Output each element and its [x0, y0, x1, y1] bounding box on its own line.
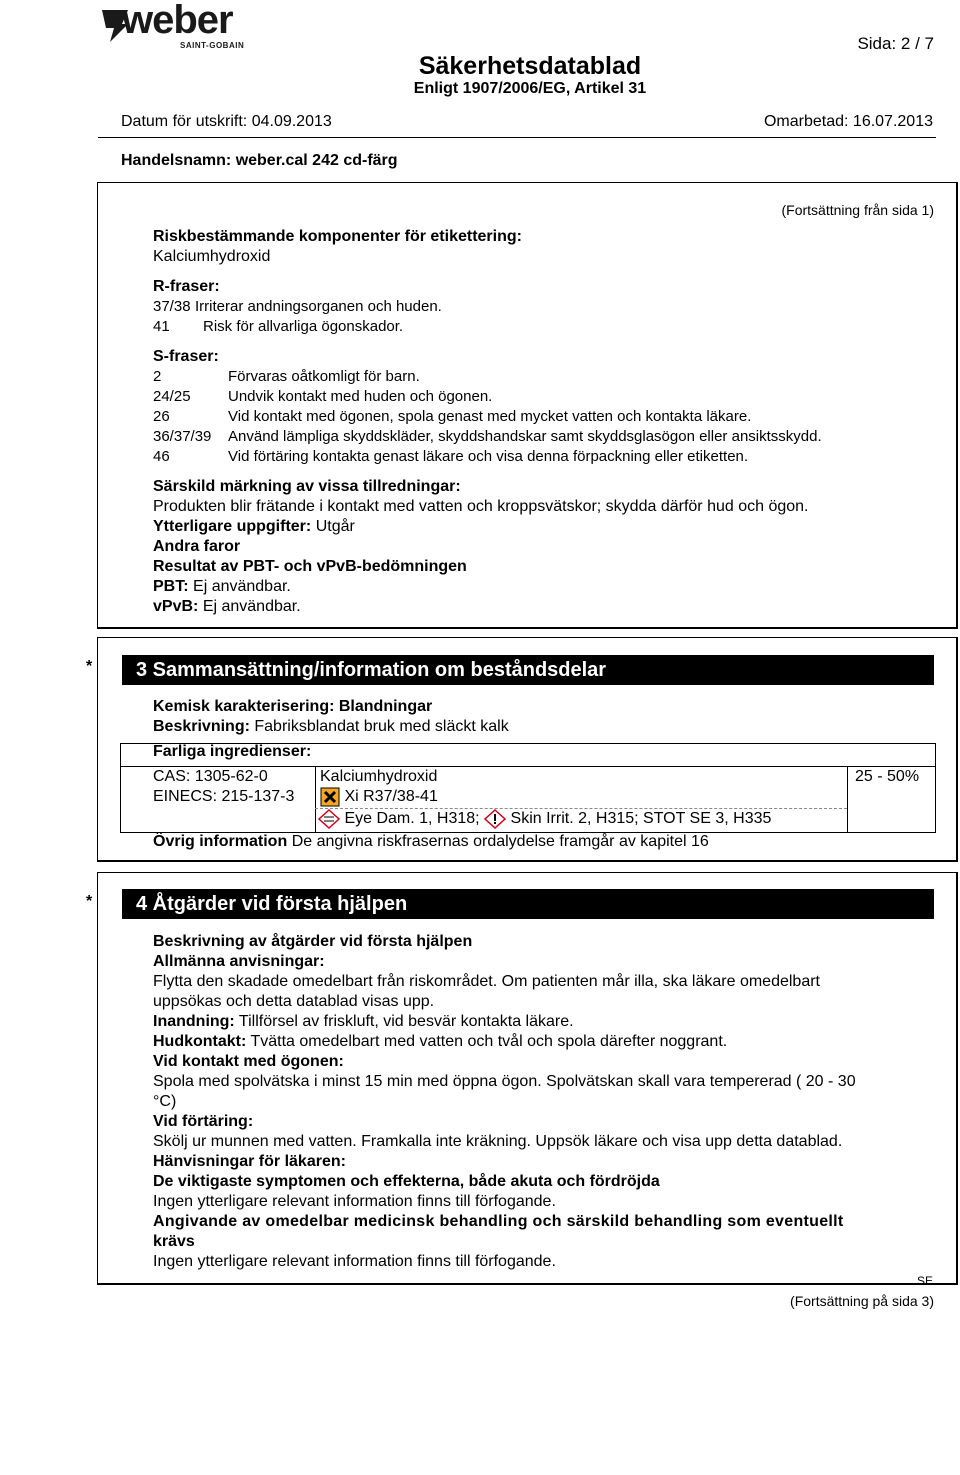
- corrosion-ghs-icon: [318, 809, 340, 829]
- description-label: Beskrivning:: [153, 718, 250, 735]
- further-info-value: Utgår: [315, 518, 355, 535]
- document-title: Säkerhetsdatablad: [418, 52, 642, 80]
- s-phrase-text: Vid förtäring kontakta genast läkare och visa denna förpackning eller etiketten.: [228, 448, 749, 465]
- r-phrase-code: 37/38: [153, 298, 191, 315]
- immediate-treatment-heading: Angivande av omedelbar medicinsk behandling och särskild behandling som eventuellt: [153, 1213, 844, 1230]
- s-phrase-text: Använd lämpliga skyddskläder, skyddshandskar samt skyddsglasögon eller ansiktsskydd.: [228, 428, 822, 445]
- document-subtitle: Enligt 1907/2006/EG, Artikel 31: [413, 80, 647, 97]
- skin-contact-value: Tvätta omedelbart med vatten och tvål och spola därefter noggrant.: [250, 1033, 728, 1050]
- s-phrases-heading: S-fraser:: [153, 348, 219, 365]
- s-phrase-text: Vid kontakt med ögonen, spola genast med mycket vatten och kontakta läkare.: [228, 408, 752, 425]
- vpvb-label: vPvB:: [153, 598, 199, 615]
- further-info: [153, 517, 355, 537]
- clp-eye-dam: Eye Dam. 1, H318;: [344, 810, 480, 828]
- pbt-value: Ej användbar.: [193, 578, 291, 595]
- s-phrase-code: 2: [153, 368, 162, 385]
- revised-date: Omarbetad: 16.07.2013: [763, 113, 933, 130]
- symptoms-heading: De viktigaste symptomen och effekterna, både akuta och fördröjda: [153, 1173, 660, 1190]
- special-labelling-text: Produkten blir frätande i kontakt med vatten och kroppsvätskor; skydda därför hud och ögon.: [153, 498, 809, 515]
- eye-contact-heading: Vid kontakt med ögonen:: [153, 1053, 344, 1070]
- change-marker: *: [86, 658, 93, 675]
- general-advice-text-cont: uppsökas och detta datablad visas upp.: [153, 993, 435, 1010]
- weber-logo: [100, 0, 252, 54]
- page-number: Sida: 2 / 7: [857, 34, 934, 53]
- r-phrase-code: 41: [153, 318, 170, 335]
- skin-contact: [153, 1032, 727, 1052]
- language-code: SE: [916, 1274, 933, 1288]
- first-aid-description-heading: Beskrivning av åtgärder vid första hjälpen: [153, 933, 473, 950]
- s-phrase-text: Förvaras oåtkomligt för barn.: [228, 368, 420, 385]
- ingredient-classification-clp: [318, 809, 771, 829]
- other-information: [153, 832, 709, 852]
- ingredient-percent: 25 - 50%: [855, 768, 920, 785]
- r-phrases-heading: R-fraser:: [153, 278, 220, 295]
- doctor-notes-heading: Hänvisningar för läkaren:: [153, 1153, 346, 1170]
- vpvb-value: Ej användbar.: [202, 598, 301, 615]
- continuation-from: (Fortsättning från sida 1): [781, 202, 934, 218]
- hazardous-ingredients-heading: Farliga ingredienser:: [153, 743, 312, 760]
- ingredient-name: Kalciumhydroxid: [320, 768, 438, 785]
- ingredient-classification-67548: [320, 787, 438, 807]
- s-phrase-code: 36/37/39: [153, 428, 212, 445]
- pbt-result: [153, 577, 291, 597]
- immediate-treatment-heading-cont: krävs: [153, 1233, 195, 1250]
- ingredient-class-text: Xi R37/38-41: [344, 788, 438, 806]
- vpvb-result: [153, 597, 301, 617]
- r-phrase-text: Risk för allvarliga ögonskador.: [203, 318, 404, 335]
- exclamation-ghs-icon: [484, 809, 506, 829]
- general-advice-heading: Allmänna anvisningar:: [153, 953, 325, 970]
- ingestion-heading: Vid förtäring:: [153, 1113, 254, 1130]
- change-marker: *: [86, 893, 93, 910]
- eye-contact-text: Spola med spolvätska i minst 15 min med öppna ögon. Spolvätskan skall vara tempererad ( 20 - 30: [153, 1073, 856, 1090]
- r-phrase-text: Irriterar andningsorganen och huden.: [195, 298, 442, 315]
- label-components-heading: Riskbestämmande komponenter för etikettering:: [153, 228, 522, 245]
- immediate-treatment-text: Ingen ytterligare relevant information finns till förfogande.: [153, 1253, 556, 1270]
- other-information-label: Övrig information: [153, 833, 288, 850]
- clp-skin-stot: Skin Irrit. 2, H315; STOT SE 3, H335: [510, 810, 772, 828]
- pbt-heading: Resultat av PBT- och vPvB-bedömningen: [153, 558, 467, 575]
- pbt-label: PBT:: [153, 578, 189, 595]
- further-info-label: Ytterligare uppgifter:: [153, 518, 312, 535]
- label-component: Kalciumhydroxid: [153, 248, 271, 265]
- header-divider: [98, 137, 936, 138]
- section3-title: 3 Sammansättning/information om beståndsdelar: [122, 655, 934, 685]
- eye-contact-text-cont: °C): [153, 1093, 177, 1110]
- inhalation-value: Tillförsel av friskluft, vid besvär kontakta läkare.: [238, 1013, 574, 1030]
- s-phrase-code: 26: [153, 408, 170, 425]
- trade-name: Handelsnamn: weber.cal 242 cd-färg: [121, 152, 398, 169]
- ingestion-text: Skölj ur munnen med vatten. Framkalla inte kräkning. Uppsök läkare och visa upp detta datablad.: [153, 1133, 843, 1150]
- inhalation: [153, 1012, 574, 1032]
- s-phrase-code: 24/25: [153, 388, 191, 405]
- description: [153, 717, 509, 737]
- s-phrase-text: Undvik kontakt med huden och ögonen.: [228, 388, 493, 405]
- print-date: Datum för utskrift: 04.09.2013: [121, 113, 332, 130]
- logo-subtitle: SAINT-GOBAIN: [180, 41, 245, 50]
- s-phrase-code: 46: [153, 448, 170, 465]
- other-hazards-heading: Andra faror: [153, 538, 241, 555]
- continuation-to: (Fortsättning på sida 3): [790, 1293, 934, 1309]
- other-information-value: De angivna riskfrasernas ordalydelse framgår av kapitel 16: [291, 833, 709, 850]
- skin-contact-label: Hudkontakt:: [153, 1033, 247, 1050]
- logo-wordmark: weber: [122, 0, 233, 42]
- ingredient-cas: CAS: 1305-62-0: [153, 768, 268, 785]
- general-advice-text: Flytta den skadade omedelbart från riskområdet. Om patienten mår illa, ska läkare omedelbart: [153, 973, 820, 990]
- special-labelling-heading: Särskild märkning av vissa tillredningar:: [153, 478, 461, 495]
- inhalation-label: Inandning:: [153, 1013, 235, 1030]
- chemical-characterisation: Kemisk karakterisering: Blandningar: [153, 698, 433, 715]
- irritant-x-icon: [320, 787, 340, 807]
- section4-title: 4 Åtgärder vid första hjälpen: [122, 889, 934, 919]
- ingredient-einecs: EINECS: 215-137-3: [153, 788, 295, 805]
- description-value: Fabriksblandat bruk med släckt kalk: [254, 718, 509, 735]
- symptoms-text: Ingen ytterligare relevant information finns till förfogande.: [153, 1193, 556, 1210]
